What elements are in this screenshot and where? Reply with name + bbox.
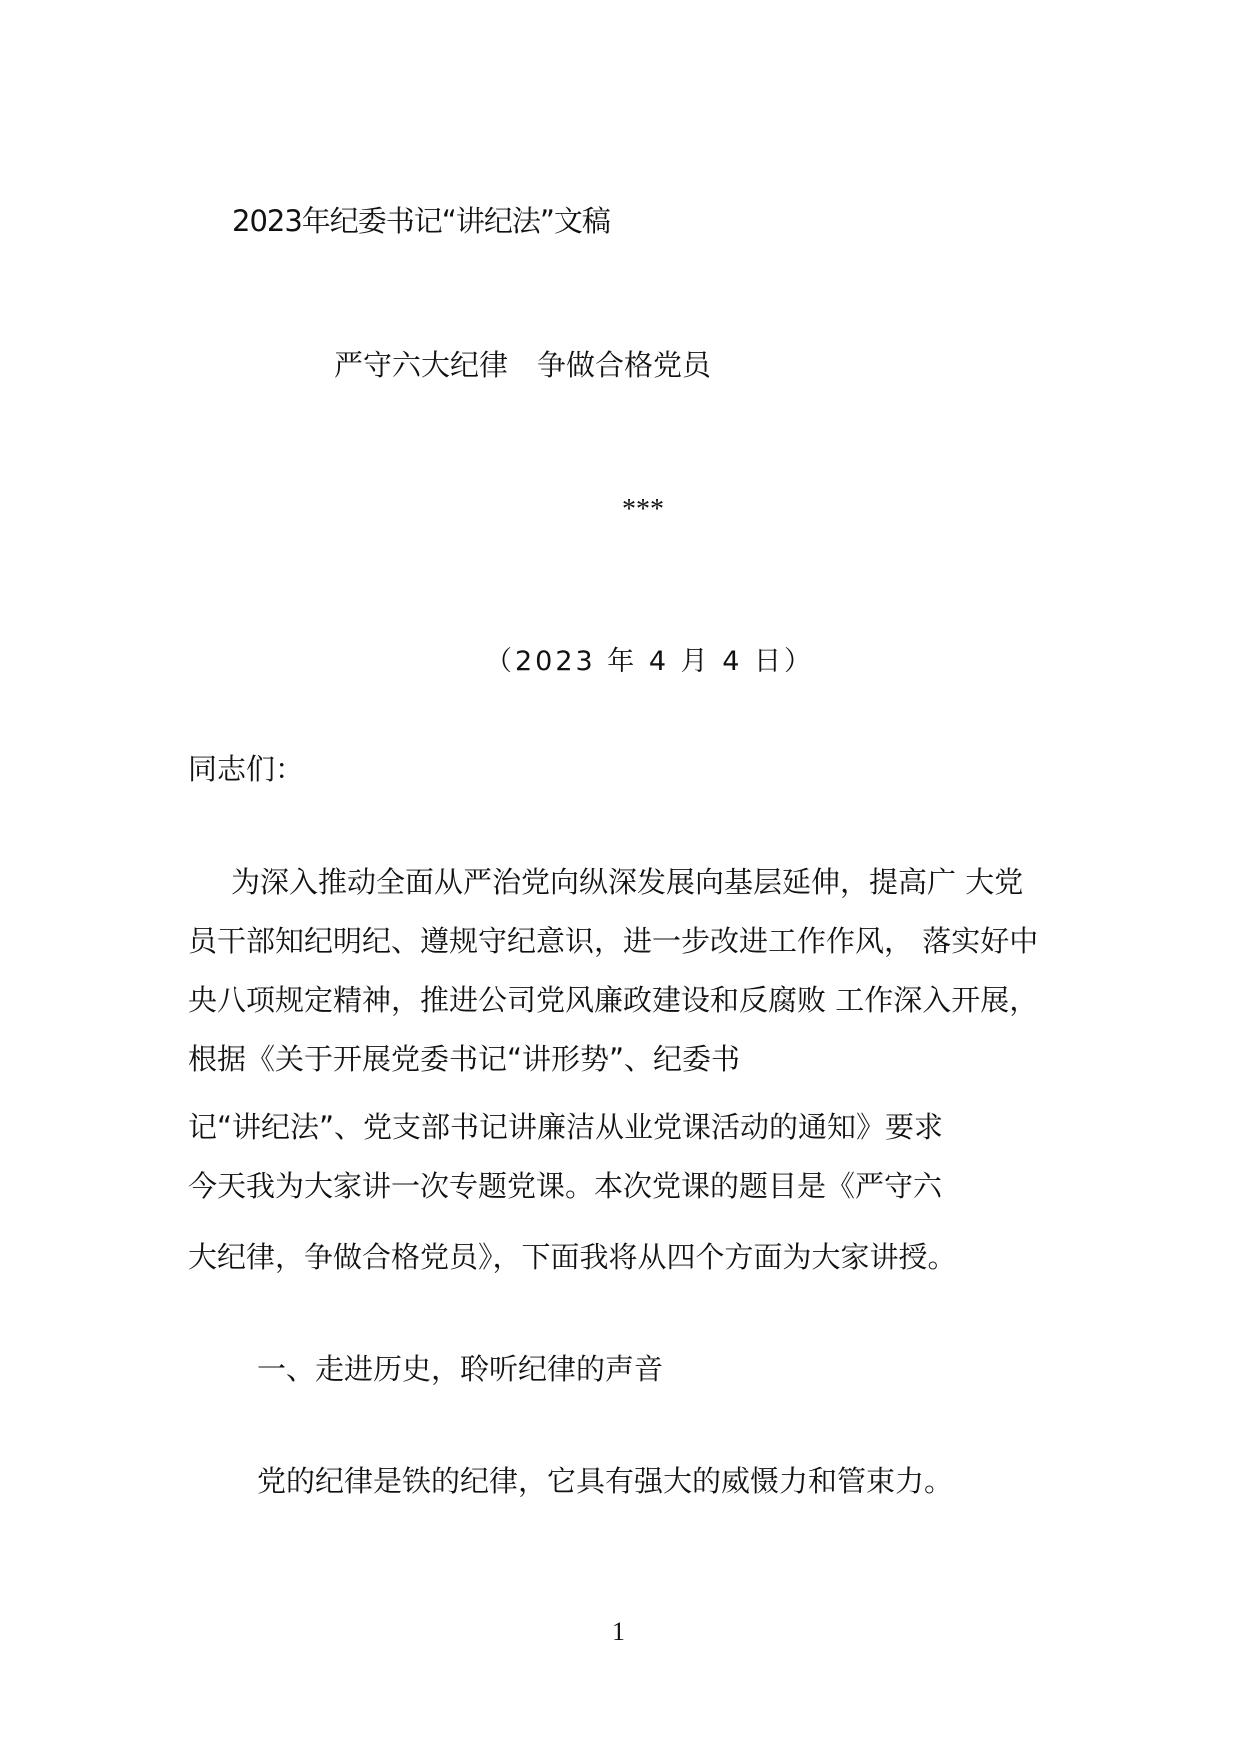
section-heading: 一、走进历史，聆听纪律的声音: [257, 1352, 664, 1386]
body-line: 为深入推动全面从严治党向纵深发展向基层延伸，提高广 大党: [231, 865, 1024, 899]
body-line: 今天我为大家讲一次专题党课。本次党课的题目是《严守六: [188, 1169, 943, 1203]
page-number: 1: [612, 1617, 625, 1646]
body-line: 员干部知纪明纪、遵规守纪意识，进一步改进工作作风， 落实好中: [188, 924, 1039, 958]
body-line: 大纪律，争做合格党员》，下面我将从四个方面为大家讲授。: [188, 1240, 957, 1274]
salutation: 同志们：: [188, 752, 305, 786]
body-line: 根据《关于开展党委书记“讲形势”、纪委书: [188, 1042, 741, 1076]
document-author: ***: [622, 494, 664, 525]
document-date: （2023 年 4 月 4 日）: [485, 646, 814, 677]
body-line: 记“讲纪法”、党支部书记讲廉洁从业党课活动的通知》要求: [188, 1110, 944, 1144]
document-heading: 2023年纪委书记“讲纪法”文稿: [232, 204, 610, 238]
document-title: 严守六大纪律 争做合格党员: [334, 348, 712, 382]
section-paragraph: 党的纪律是铁的纪律，它具有强大的威慑力和管束力。: [257, 1464, 954, 1498]
body-line: 央八项规定精神，推进公司党风廉政建设和反腐败 工作深入开展，: [188, 983, 1039, 1017]
